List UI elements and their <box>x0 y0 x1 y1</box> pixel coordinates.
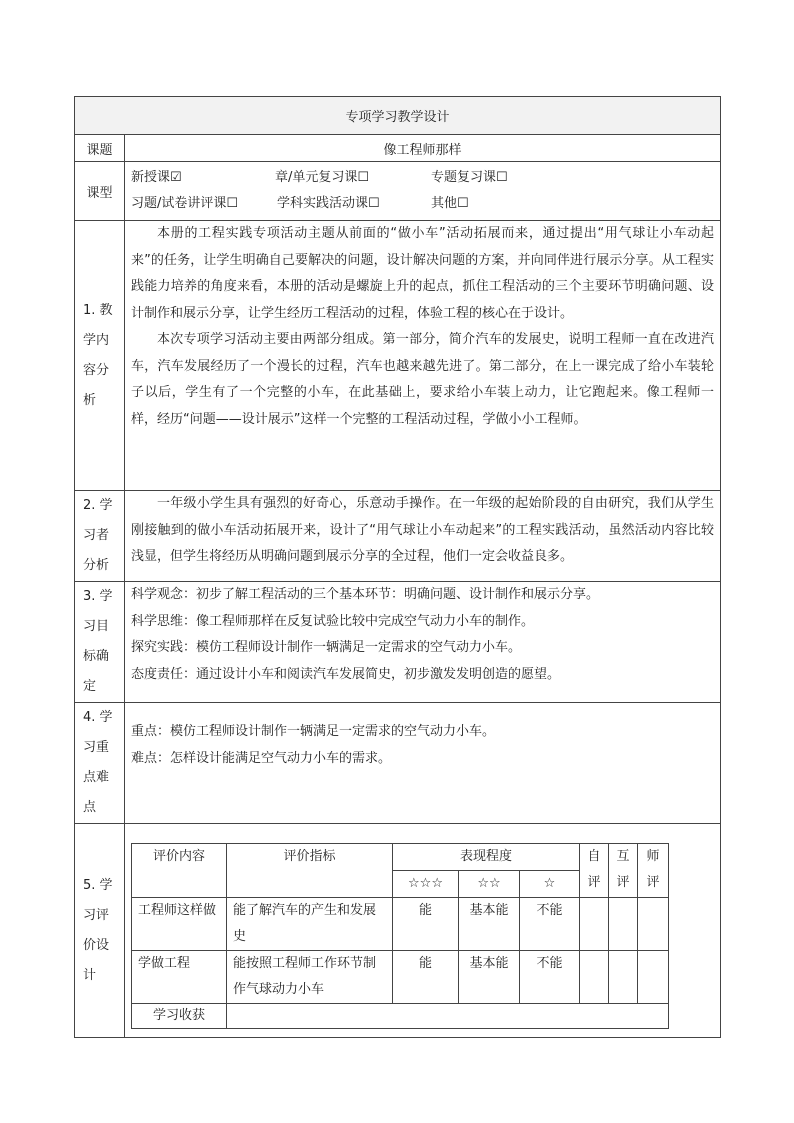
content-paragraph-2: 本次专项学习活动主要由两部分组成。第一部分，简介汽车的发展史，说明工程师一直在改进汽车，汽车发展经历了一个漫长的过程，汽车也越来越先进了。第二部分，在上一课完成了给小车装轮子以后，学生有了一个完整的小车，在此基础上，要求给小车装上动力，让它跑起来。像工程师一样，经历“问题——设计展示”这样一个完整的工程活动过程，学做小小工程师。 <box>131 332 715 427</box>
lesson-type-options <box>125 162 721 221</box>
lesson-type-row-1 <box>125 165 720 191</box>
content-analysis-body <box>125 221 721 491</box>
goal-concept: 科学观念：初步了解工程活动的三个基本环节：明确问题、设计制作和展示分享。 <box>131 587 600 602</box>
eval-level-good: 能 <box>393 898 459 951</box>
eval-row-content: 学做工程 <box>132 951 227 1004</box>
option-topic-review: 专题复习课☐ <box>431 170 508 185</box>
goal-attitude: 态度责任：通过设计小车和阅读汽车发展简史，初步激发发明创造的愿望。 <box>131 666 561 682</box>
eval-header-indicator: 评价指标 <box>227 844 393 898</box>
option-exercise-review: 习题/试卷讲评课☐ <box>131 196 239 211</box>
eval-row <box>132 898 669 951</box>
learner-analysis-label: 2. 学习者分析 <box>75 491 125 582</box>
key-point: 重点：模仿工程师设计制作一辆满足一定需求的空气动力小车。 <box>131 724 496 739</box>
option-new-lesson: 新授课☑ <box>131 170 182 185</box>
eval-teacher-cell[interactable] <box>638 898 669 951</box>
option-other: 其他☐ <box>431 196 469 211</box>
eval-level-good: 能 <box>393 951 459 1004</box>
topic-label: 课题 <box>75 135 125 162</box>
lesson-type-row-2 <box>125 191 720 217</box>
eval-harvest-label: 学习收获 <box>132 1004 227 1029</box>
evaluation-table <box>131 843 669 1029</box>
eval-level-fair: 基本能 <box>459 898 520 951</box>
eval-header-content: 评价内容 <box>132 844 227 898</box>
eval-level-fair: 基本能 <box>459 951 520 1004</box>
learner-analysis-body <box>125 491 721 582</box>
content-paragraph-1: 本册的工程实践专项活动主题从前面的“做小车”活动拓展而来，通过提出“用气球让小车动起来”的任务，让学生明确自己要解决的问题，设计解决问题的方案，并向同伴进行展示分享。从工程实践能力培养的角度来看，本册的活动是螺旋上升的起点，抓住工程活动的三个主要环节明确问题、设计制作和展示分享，让学生经历工程活动的过程，体验工程的核心在于设计。 <box>131 226 715 321</box>
key-difficult-points-body <box>125 703 721 824</box>
eval-header-self: 自评 <box>580 844 609 898</box>
stars-three: ☆☆☆ <box>393 871 459 898</box>
eval-header-teacher: 师评 <box>638 844 669 898</box>
option-practice-activity: 学科实践活动课☐ <box>277 196 380 211</box>
eval-level-poor: 不能 <box>520 898 580 951</box>
document-title: 专项学习教学设计 <box>75 97 721 135</box>
topic-value: 像工程师那样 <box>125 135 721 162</box>
learning-goals-label: 3. 学习目标确定 <box>75 582 125 703</box>
eval-self-cell[interactable] <box>580 898 609 951</box>
difficult-point: 难点：怎样设计能满足空气动力小车的需求。 <box>131 750 392 766</box>
evaluation-design-label: 5. 学习评价设计 <box>75 824 125 1038</box>
eval-header-peer: 互评 <box>609 844 638 898</box>
eval-peer-cell[interactable] <box>609 951 638 1004</box>
eval-row <box>132 951 669 1004</box>
eval-peer-cell[interactable] <box>609 898 638 951</box>
lesson-plan-table <box>74 96 721 1038</box>
evaluation-design-body <box>125 824 721 1038</box>
stars-two: ☆☆ <box>459 871 520 898</box>
eval-harvest-cell[interactable] <box>227 1004 669 1029</box>
eval-level-poor: 不能 <box>520 951 580 1004</box>
eval-header-performance: 表现程度 <box>393 844 580 871</box>
eval-self-cell[interactable] <box>580 951 609 1004</box>
eval-teacher-cell[interactable] <box>638 951 669 1004</box>
option-unit-review: 章/单元复习课☐ <box>275 170 370 185</box>
stars-one: ☆ <box>520 871 580 898</box>
learning-goals-body <box>125 582 721 703</box>
content-analysis-label: 1. 教学内容分析 <box>75 221 125 491</box>
learner-paragraph-1: 一年级小学生具有强烈的好奇心，乐意动手操作。在一年级的起始阶段的自由研究，我们从学生刚接触到的做小车活动拓展开来，设计了“用气球让小车动起来”的工程实践活动，虽然活动内容比较浅显，但学生将经历从明确问题到展示分享的全过程，他们一定会收益良多。 <box>131 496 715 564</box>
goal-thinking: 科学思维：像工程师那样在反复试验比较中完成空气动力小车的制作。 <box>131 613 535 629</box>
key-difficult-points-label: 4. 学习重点难点 <box>75 703 125 824</box>
lesson-plan-document <box>74 96 720 1038</box>
eval-row-content: 工程师这样做 <box>132 898 227 951</box>
lesson-type-label: 课型 <box>75 162 125 221</box>
goal-practice: 探究实践：模仿工程师设计制作一辆满足一定需求的空气动力小车。 <box>131 640 522 655</box>
eval-row-indicator: 能按照工程师工作环节制作气球动力小车 <box>227 951 393 1004</box>
eval-row-indicator: 能了解汽车的产生和发展史 <box>227 898 393 951</box>
